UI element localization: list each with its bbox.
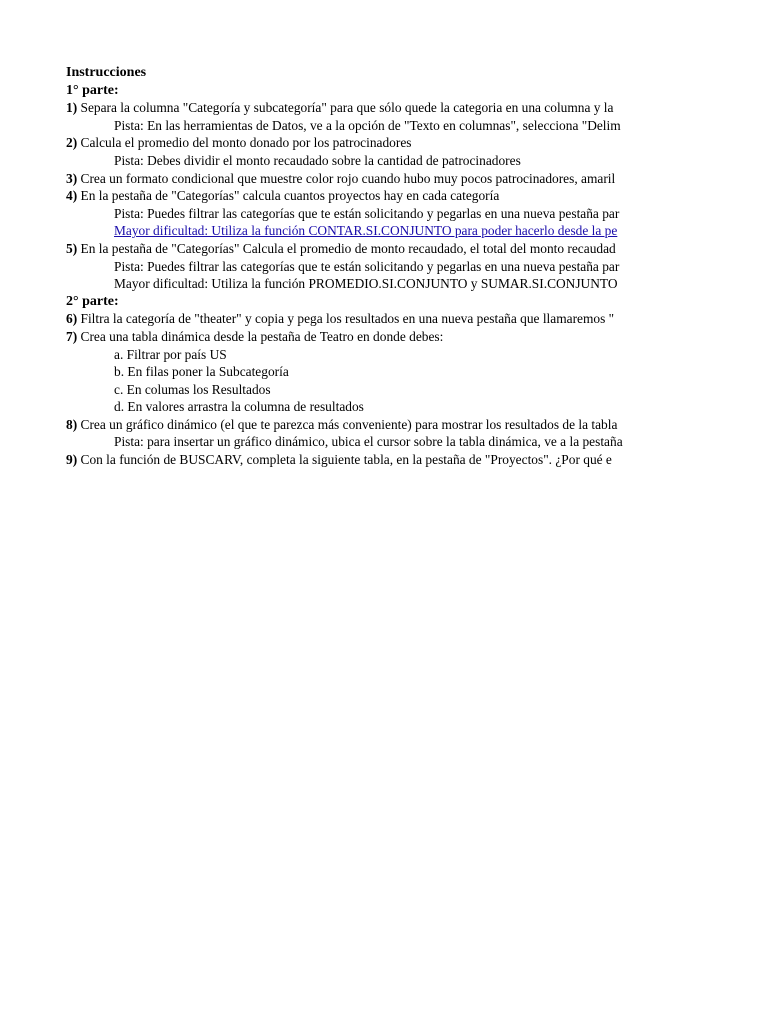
part1-heading: 1° parte: <box>66 82 119 98</box>
instruction-text: En la pestaña de "Categorías" calcula cuantos proyectos hay en cada categoría <box>80 188 500 204</box>
instruction-7 <box>66 328 650 346</box>
instruction-text: Crea un gráfico dinámico (el que te parezca más conveniente) para mostrar los resultados de la tabla <box>80 416 618 432</box>
hint-5: Pista: Puedes filtrar las categorías que te están solicitando y pegarlas en una nueva pestaña par <box>114 258 620 274</box>
instruction-5 <box>66 240 650 258</box>
instructions-sheet <box>66 64 650 469</box>
subitem-a: a. Filtrar por país US <box>114 346 227 362</box>
instruction-6 <box>66 310 650 328</box>
instruction-3 <box>66 170 650 188</box>
instruction-number: 6) <box>66 311 78 327</box>
instruction-9 <box>66 451 650 469</box>
hint-1: Pista: En las herramientas de Datos, ve a la opción de "Texto en columnas", selecciona "Delim <box>114 117 621 133</box>
difficulty-5: Mayor dificultad: Utiliza la función PROMEDIO.SI.CONJUNTO y SUMAR.SI.CONJUNTO <box>114 276 618 292</box>
subitem-d: d. En valores arrastra la columna de resultados <box>114 399 364 415</box>
instruction-number: 5) <box>66 240 78 256</box>
instruction-text: Con la función de BUSCARV, completa la siguiente tabla, en la pestaña de "Proyectos". ¿Por qué e <box>80 452 612 468</box>
instruction-number: 1) <box>66 100 78 116</box>
instruction-text: Filtra la categoría de "theater" y copia y pega los resultados en una nueva pestaña que llamaremos " <box>80 311 615 327</box>
instruction-text: Crea una tabla dinámica desde la pestaña de Teatro en donde debes: <box>80 328 444 344</box>
instruction-text: En la pestaña de "Categorías" Calcula el promedio de monto recaudado, el total del monto recaudad <box>80 240 616 256</box>
instruction-number: 7) <box>66 328 78 344</box>
instruction-number: 4) <box>66 188 78 204</box>
subitem-c: c. En columas los Resultados <box>114 381 271 397</box>
instruction-number: 2) <box>66 135 78 151</box>
instruction-8 <box>66 416 650 434</box>
instruction-number: 8) <box>66 416 78 432</box>
instruction-text: Separa la columna "Categoría y subcategoría" para que sólo quede la categoria en una columna y la <box>80 100 614 116</box>
instruction-text: Crea un formato condicional que muestre color rojo cuando hubo muy pocos patrocinadores, amaril <box>80 170 616 186</box>
doc-title: Instrucciones <box>66 65 147 80</box>
part2-heading: 2° parte: <box>66 293 119 309</box>
instruction-number: 3) <box>66 170 78 186</box>
hint-4: Pista: Puedes filtrar las categorías que te están solicitando y pegarlas en una nueva pestaña par <box>114 205 620 221</box>
hint-8: Pista: para insertar un gráfico dinámico, ubica el cursor sobre la tabla dinámica, ve a la pestaña <box>114 434 623 450</box>
instruction-number: 9) <box>66 452 78 468</box>
instruction-4 <box>66 187 650 205</box>
instruction-1 <box>66 99 650 117</box>
difficulty-link[interactable]: Mayor dificultad: Utiliza la función CONTAR.SI.CONJUNTO para poder hacerlo desde la pe <box>114 223 618 239</box>
subitem-b: b. En filas poner la Subcategoría <box>114 364 289 380</box>
instruction-text: Calcula el promedio del monto donado por los patrocinadores <box>80 135 412 151</box>
instruction-2 <box>66 134 650 152</box>
hint-2: Pista: Debes dividir el monto recaudado sobre la cantidad de patrocinadores <box>114 152 521 168</box>
